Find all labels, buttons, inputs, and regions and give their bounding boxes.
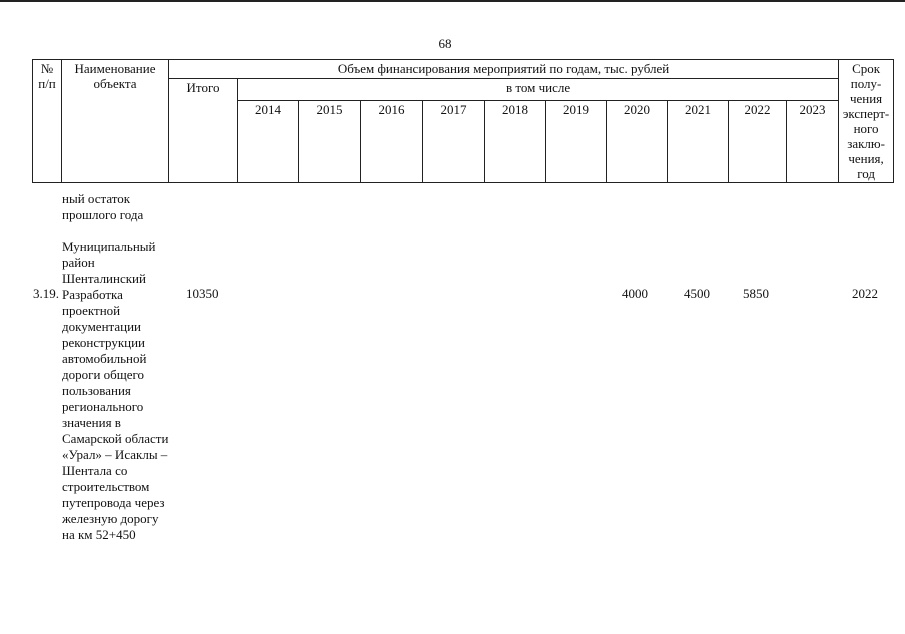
- header-object-name: Наименование объекта: [62, 60, 169, 183]
- continuation-text: ный остаток прошлого года: [62, 191, 144, 222]
- page-top-border: [0, 0, 905, 2]
- header-number: № п/п: [33, 60, 62, 183]
- header-year: 2016: [361, 101, 423, 183]
- entry-2020: 4000: [622, 286, 648, 301]
- entry-term: 2022: [852, 286, 878, 301]
- header-year: 2014: [238, 101, 299, 183]
- header-total: Итого: [169, 79, 238, 183]
- header-term: Срок полу-чения эксперт-ного заклю-чения, год: [839, 60, 894, 183]
- header-year: 2017: [423, 101, 485, 183]
- header-year: 2022: [729, 101, 787, 183]
- header-financing-volume: Объем финансирования мероприятий по годам, тыс. рублей: [169, 60, 839, 79]
- entry-2021: 4500: [684, 286, 710, 301]
- header-year: 2020: [607, 101, 668, 183]
- entry-2022: 5850: [743, 286, 769, 301]
- header-year: 2015: [299, 101, 361, 183]
- header-year: 2019: [546, 101, 607, 183]
- entry-name: Муниципальный район Шенталинский Разработка проектной документации реконструкции автомобильной дороги общего пользования регионального значения в Самарской области «Урал» – Исаклы – Шентала со строительством путепровода через железную дорогу на км 52+450: [62, 239, 169, 542]
- header-year: 2021: [668, 101, 729, 183]
- entry-number: 3.19.: [33, 286, 59, 301]
- page-number: 68: [438, 36, 452, 51]
- header-year: 2018: [485, 101, 546, 183]
- entry-total: 10350: [186, 286, 219, 301]
- header-year: 2023: [787, 101, 839, 183]
- table-header: [32, 59, 894, 183]
- header-including: в том числе: [238, 79, 839, 101]
